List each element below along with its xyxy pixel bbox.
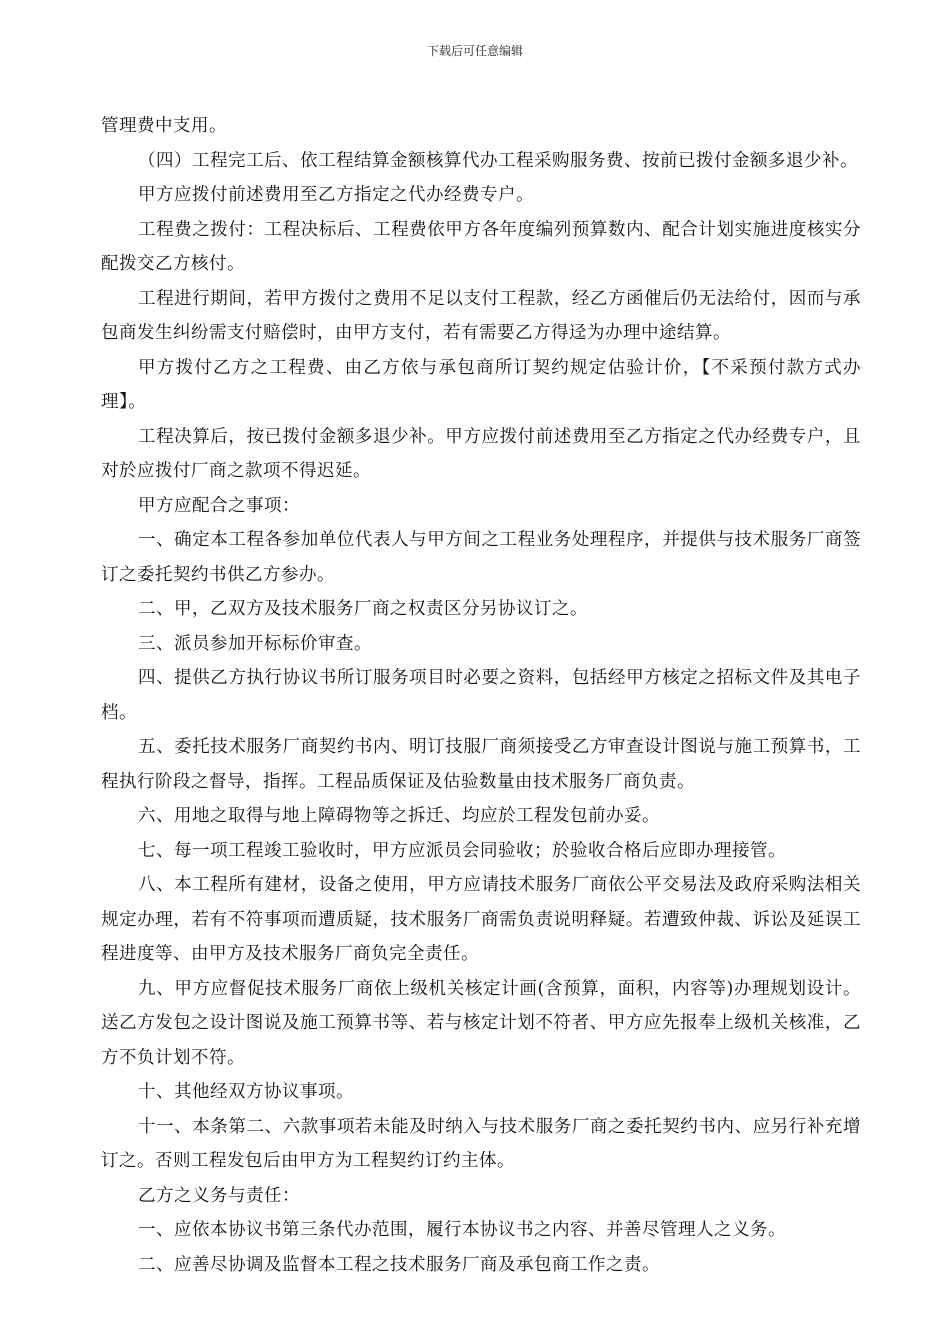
list-item: 十、其他经双方协议事项。 (138, 1082, 354, 1102)
list-item: 九、甲方应督促技术服务厂商依上级机关核定计画(含预算，面积，内容等)办理规划设计。送乙方发包之设计图说及施工预算书等、若与核定计划不符者、甲方应先报奉上级机关核准，乙方不负计划不符。 (101, 978, 861, 1068)
list-item: 五、委托技术服务厂商契约书内、明订技服厂商须接受乙方审查设计图说与施工预算书，工程执行阶段之督导，指挥。工程品质保证及估验数量由技术服务厂商负责。 (101, 737, 861, 792)
list-item: 四、提供乙方执行协议书所订服务项目时必要之资料，包括经甲方核定之招标文件及其电子档。 (101, 668, 861, 723)
paragraph: 管理费中支用。 (101, 116, 227, 136)
document-body (101, 109, 861, 1282)
paragraph: 工程决算后，按已拨付金额多退少补。甲方应拨付前述费用至乙方指定之代办经费专户，且对於应拨付厂商之款项不得迟延。 (101, 426, 861, 481)
section-heading: 甲方应配合之事项： (138, 495, 300, 516)
list-item: 三、派员参加开标标价审查。 (138, 633, 372, 654)
paragraph: 甲方拨付乙方之工程费、由乙方依与承包商所订契约规定估验计价，【不采预付款方式办理】。 (101, 357, 861, 412)
section-heading: 乙方之义务与责任： (138, 1185, 300, 1206)
paragraph: 工程费之拨付：工程决标后、工程费依甲方各年度编列预算数内、配合计划实施进度核实分配拨交乙方核付。 (101, 219, 861, 274)
list-item: 十一、本条第二、六款事项若未能及时纳入与技术服务厂商之委托契约书内、应另行补充增订之。否则工程发包后由甲方为工程契约订约主体。 (101, 1116, 861, 1171)
list-item: 二、甲，乙双方及技术服务厂商之权责区分另协议订之。 (138, 599, 588, 619)
list-item: 一、确定本工程各参加单位代表人与甲方间之工程业务处理程序，并提供与技术服务厂商签订之委托契约书供乙方参办。 (101, 530, 861, 585)
list-item: 六、用地之取得与地上障碍物等之拆迁、均应於工程发包前办妥。 (138, 806, 660, 826)
list-item: 八、本工程所有建材，设备之使用，甲方应请技术服务厂商依公平交易法及政府采购法相关规定办理，若有不符事项而遭质疑，技术服务厂商需负责说明释疑。若遭致仲裁、诉讼及延误工程进度等、由甲方及技术服务厂商负完全责任。 (101, 875, 861, 964)
paragraph: （四）工程完工后、依工程结算金额核算代办工程采购服务费、按前已拨付金额多退少补。 (138, 150, 858, 171)
paragraph: 工程进行期间，若甲方拨付之费用不足以支付工程款，经乙方函催后仍无法给付，因而与承包商发生纠纷需支付赔偿时，由甲方支付，若有需要乙方得迳为办理中途结算。 (101, 288, 861, 343)
list-item: 二、应善尽协调及监督本工程之技术服务厂商及承包商工作之责。 (138, 1254, 660, 1275)
paragraph: 甲方应拨付前述费用至乙方指定之代办经费专户。 (138, 185, 534, 205)
list-item: 七、每一项工程竣工验收时，甲方应派员会同验收；於验收合格后应即办理接管。 (138, 840, 786, 861)
list-item: 一、应依本协议书第三条代办范围，履行本协议书之内容、并善尽管理人之义务。 (138, 1220, 786, 1240)
page-header: 下载后可任意编辑 (426, 44, 523, 58)
